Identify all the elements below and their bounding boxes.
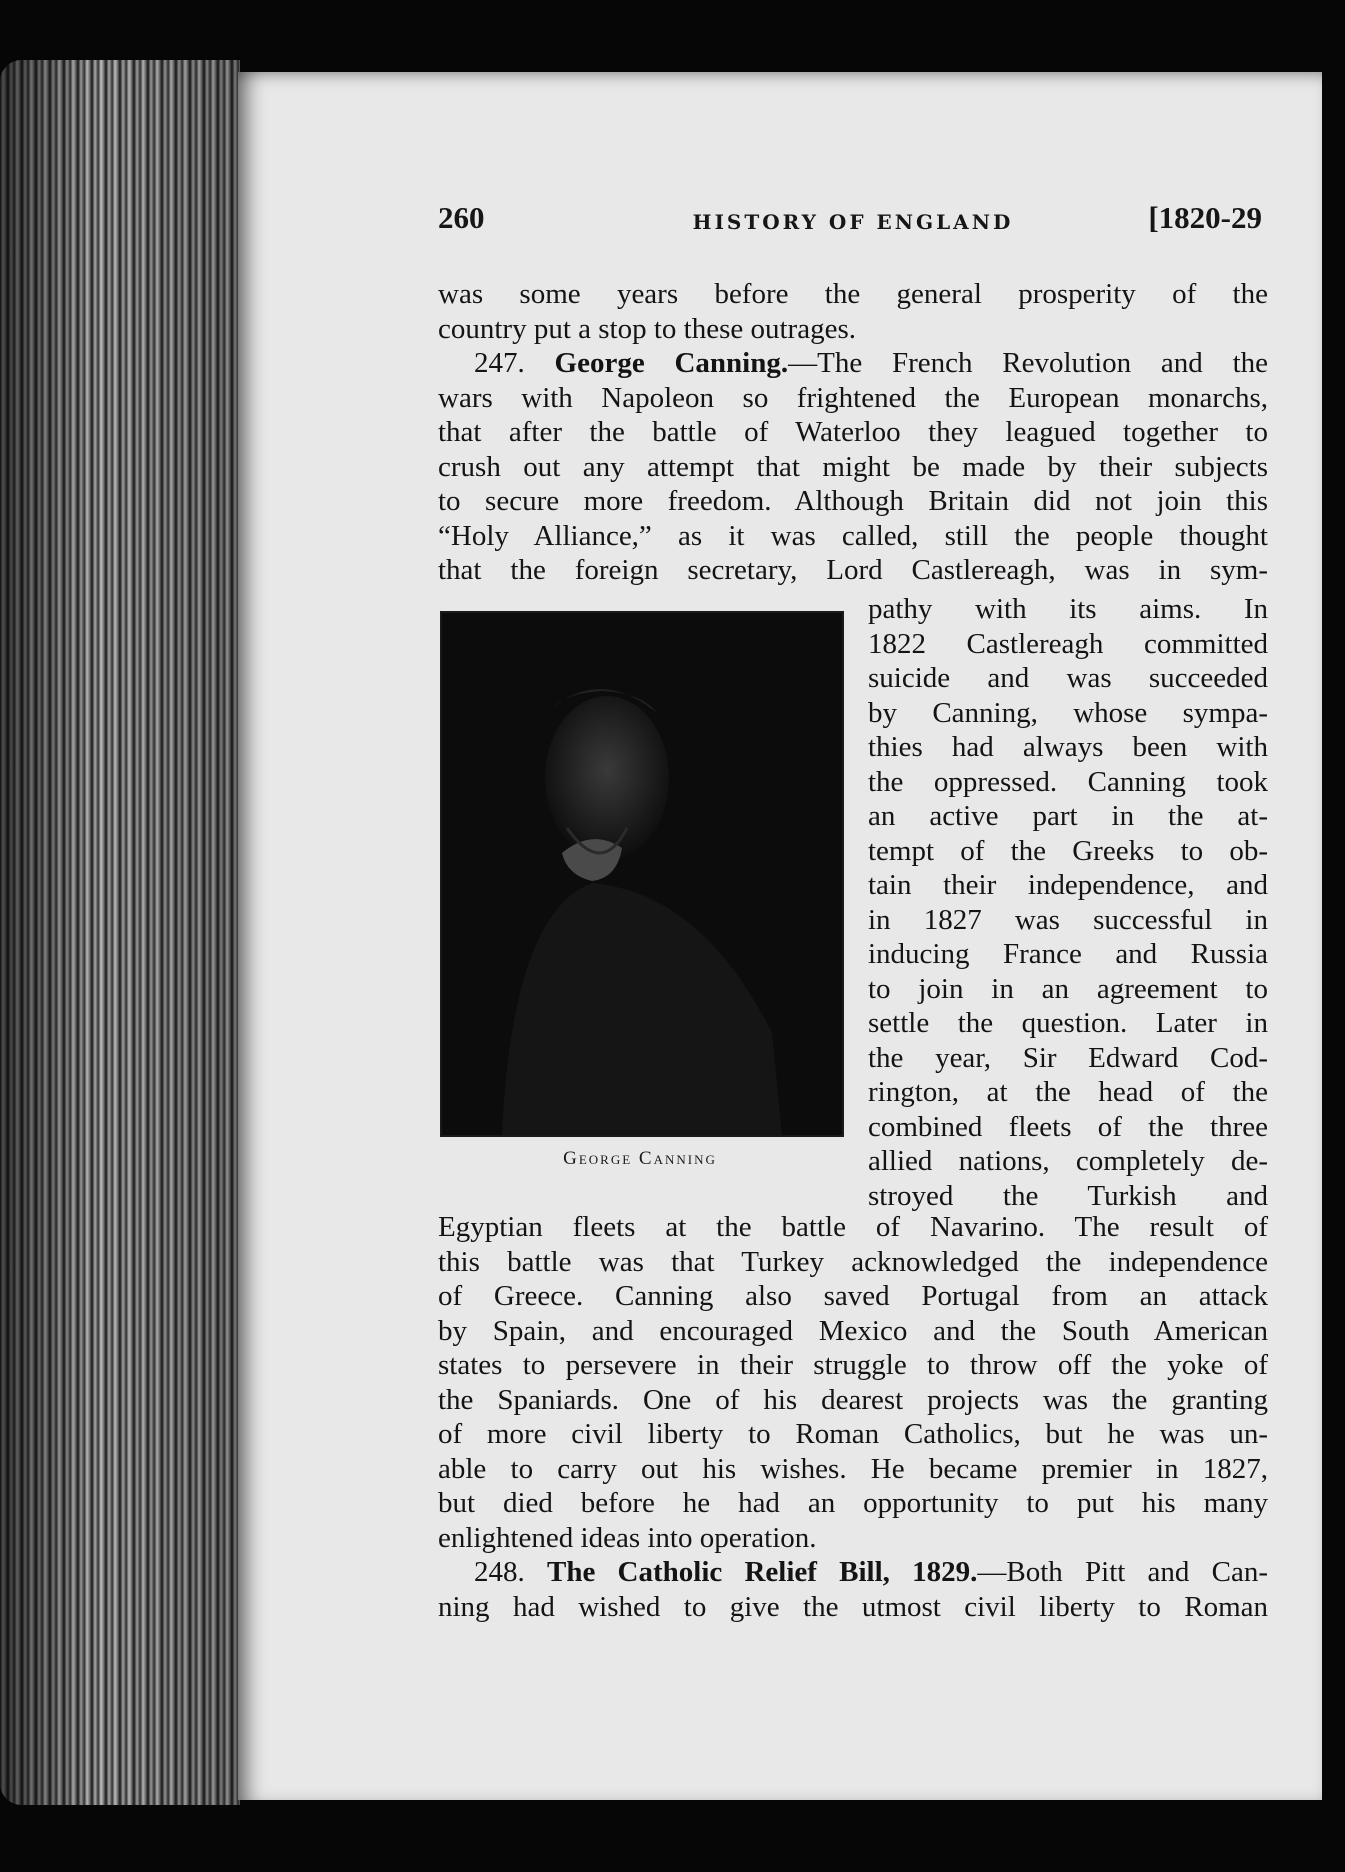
- page-number: 260: [438, 200, 485, 235]
- text-line: the oppressed. Canning took: [868, 765, 1268, 798]
- text-line: of more civil liberty to Roman Catholics, but he was un-: [438, 1418, 1268, 1450]
- text-line: thies had always been with: [868, 731, 1268, 763]
- running-header: [438, 200, 1268, 250]
- portrait-image: [440, 611, 844, 1137]
- text-line: crush out any attempt that might be made by their subjects: [438, 450, 1268, 483]
- date-range: [1820-29: [1148, 200, 1262, 235]
- text-line: allied nations, completely de-: [868, 1145, 1268, 1177]
- section-number: 248.: [474, 1556, 525, 1588]
- text-line: combined fleets of the three: [868, 1110, 1268, 1143]
- text-block-top: [438, 277, 1268, 588]
- text-line: to join in an agreement to: [868, 972, 1268, 1005]
- running-title: HISTORY OF ENGLAND: [692, 210, 1014, 234]
- portrait-drawing: [442, 613, 842, 1135]
- text-line: settle the question. Later in: [868, 1007, 1268, 1039]
- text-line: was some years before the general prosperity of the: [438, 278, 1268, 310]
- text-line: country put a stop to these outrages.: [438, 312, 856, 345]
- text-line: suicide and was succeeded: [868, 662, 1268, 694]
- section-number: 247.: [474, 347, 525, 379]
- portrait-caption: George Canning: [563, 1148, 717, 1169]
- text-block-bottom: [438, 1210, 1268, 1624]
- text-line: —Both Pitt and Can-: [977, 1556, 1269, 1588]
- text-line: an active part in the at-: [868, 800, 1268, 832]
- text-line: ning had wished to give the utmost civil liberty to Roman: [438, 1590, 1268, 1623]
- book-edge-shadow: [0, 60, 240, 1805]
- text-line: “Holy Alliance,” as it was called, still the people thought: [438, 519, 1268, 552]
- text-line: able to carry out his wishes. He became premier in 1827,: [438, 1452, 1268, 1485]
- text-line: tempt of the Greeks to ob-: [868, 834, 1268, 867]
- text-block-narrow: [868, 592, 1268, 1213]
- section-247-heading-line: [438, 346, 1268, 381]
- text-line: in 1827 was successful in: [868, 903, 1268, 936]
- text-line: Egyptian fleets at the battle of Navarino. The result of: [438, 1211, 1268, 1243]
- text-line: inducing France and Russia: [868, 938, 1268, 970]
- text-line: tain their independence, and: [868, 869, 1268, 901]
- text-line: enlightened ideas into operation.: [438, 1521, 817, 1554]
- text-line: of Greece. Canning also saved Portugal from an attack: [438, 1280, 1268, 1312]
- text-line: to secure more freedom. Although Britain did not join this: [438, 485, 1268, 517]
- text-line: by Spain, and encouraged Mexico and the South American: [438, 1314, 1268, 1347]
- text-line: pathy with its aims. In: [868, 593, 1268, 625]
- text-line: by Canning, whose sympa-: [868, 696, 1268, 729]
- text-line: the year, Sir Edward Cod-: [868, 1041, 1268, 1074]
- text-line: the Spaniards. One of his dearest projects was the granting: [438, 1383, 1268, 1416]
- text-line: states to persevere in their struggle to throw off the yoke of: [438, 1349, 1268, 1381]
- text-line: but died before he had an opportunity to put his many: [438, 1487, 1268, 1519]
- text-line: stroyed the Turkish and: [868, 1179, 1268, 1212]
- text-line: —The French Revolution and the: [788, 347, 1268, 379]
- text-line: that the foreign secretary, Lord Castlereagh, was in sym-: [438, 554, 1268, 586]
- section-heading: George Canning.: [554, 347, 789, 379]
- text-line: this battle was that Turkey acknowledged the independence: [438, 1245, 1268, 1278]
- text-line: rington, at the head of the: [868, 1076, 1268, 1108]
- section-248-heading-line: [438, 1555, 1268, 1590]
- section-heading: The Catholic Relief Bill, 1829.: [546, 1556, 978, 1588]
- text-line: 1822 Castlereagh committed: [868, 627, 1268, 660]
- text-line: that after the battle of Waterloo they leagued together to: [438, 416, 1268, 448]
- text-line: wars with Napoleon so frightened the European monarchs,: [438, 381, 1268, 414]
